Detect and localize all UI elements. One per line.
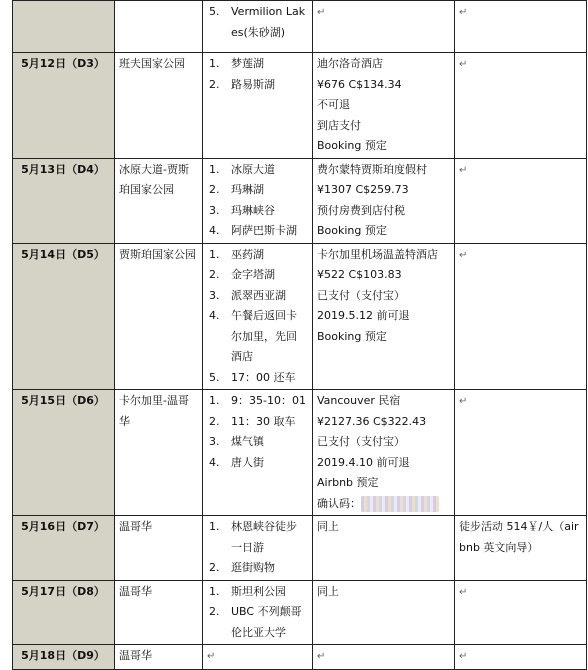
spots-list	[207, 54, 307, 95]
paragraph-mark: ↵	[317, 651, 326, 662]
date-cell	[13, 1, 115, 53]
hotel-line: Airbnb 预定	[317, 476, 379, 489]
spot-name: 午餐后返回卡尔加里，先回酒店	[231, 309, 297, 363]
place-cell: 温哥华	[115, 516, 203, 581]
spot-name: 林恩峡谷徒步一日游	[231, 520, 297, 554]
notes-cell	[455, 580, 587, 645]
spot-item	[207, 558, 307, 579]
spots-cell	[203, 158, 313, 243]
paragraph-mark: ↵	[459, 586, 468, 598]
table-row	[13, 580, 587, 645]
table-row	[13, 243, 587, 390]
spot-item	[207, 286, 307, 307]
spots-cell	[203, 243, 313, 390]
spots-list	[207, 160, 307, 242]
spot-number: 4.	[209, 309, 220, 322]
hotel-line: 预付房费到店付税	[317, 203, 405, 217]
date-cell: 5月15日（D6）	[13, 390, 115, 516]
table-row	[13, 1, 587, 53]
hotel-cell	[313, 645, 455, 670]
spot-item	[207, 517, 307, 558]
notes-cell	[455, 516, 587, 581]
spot-item	[207, 602, 307, 643]
spots-list	[207, 2, 307, 43]
hotel-line: Vancouver 民宿	[317, 394, 401, 407]
spot-item	[207, 245, 307, 266]
hotel-cell	[313, 580, 455, 645]
hotel-cell	[313, 53, 455, 159]
spot-item	[207, 432, 307, 453]
hotel-line: 已支付（支付宝）	[317, 288, 405, 302]
hotel-line: 费尔蒙特贾斯珀度假村	[317, 162, 427, 176]
spot-number: 4.	[209, 224, 220, 237]
spot-number: 1.	[209, 57, 220, 70]
spots-cell	[203, 645, 313, 670]
hotel-line: Booking 预定	[317, 139, 387, 152]
notes-cell	[455, 53, 587, 159]
notes-cell	[455, 390, 587, 516]
hotel-line: ¥676 C$134.34	[317, 77, 402, 91]
paragraph-mark: ↵	[459, 164, 468, 176]
spot-name: 梦莲湖	[231, 57, 264, 70]
hotel-line: 卡尔加里机场温盖特酒店	[317, 247, 438, 261]
hotel-cell	[313, 243, 455, 390]
hotel-cell	[313, 390, 455, 516]
spot-number: 2.	[209, 77, 220, 91]
place-cell: 卡尔加里-温哥华	[115, 390, 203, 516]
hotel-line: 迪尔洛奇酒店	[317, 57, 383, 70]
spot-number: 1.	[209, 394, 220, 407]
spot-number: 1.	[209, 584, 220, 598]
spot-number: 2.	[209, 561, 220, 574]
hotel-line: 同上	[317, 520, 339, 533]
hotel-cell	[313, 158, 455, 243]
spot-number: 1.	[209, 520, 220, 533]
spot-name: UBC 不列颠哥伦比亚大学	[231, 605, 302, 639]
spot-item	[207, 221, 307, 242]
spot-item	[207, 75, 307, 96]
table-row	[13, 158, 587, 243]
place-cell: 温哥华	[115, 645, 203, 670]
confirmation-code-label: 确认码：	[317, 496, 361, 510]
paragraph-mark: ↵	[207, 651, 216, 662]
itinerary-table	[12, 0, 587, 670]
spot-name: 阿萨巴斯卡湖	[231, 224, 297, 237]
spot-item	[207, 201, 307, 222]
spot-item	[207, 180, 307, 201]
place-cell: 贾斯珀国家公园	[115, 243, 203, 390]
spot-item	[207, 453, 307, 474]
hotel-cell	[313, 1, 455, 53]
spots-cell	[203, 580, 313, 645]
spot-number: 2.	[209, 183, 220, 196]
paragraph-mark: ↵	[459, 59, 468, 70]
place-cell: 班夫国家公园	[115, 53, 203, 159]
spot-name: 逛街购物	[231, 561, 275, 574]
spots-list	[207, 245, 307, 389]
date-cell: 5月16日（D7）	[13, 516, 115, 581]
spot-item	[207, 54, 307, 75]
spot-number: 5.	[209, 5, 220, 18]
spot-name: 冰原大道	[231, 162, 275, 176]
spot-name: 金字塔湖	[231, 268, 275, 281]
spot-number: 3.	[209, 435, 220, 448]
paragraph-mark: ↵	[459, 7, 468, 18]
notes-cell	[455, 243, 587, 390]
spots-list	[207, 517, 307, 579]
spot-item	[207, 265, 307, 286]
hotel-line: Booking 预定	[317, 329, 387, 343]
spots-list	[207, 582, 307, 644]
spot-number: 1.	[209, 162, 220, 176]
spot-name: 玛琳湖	[231, 183, 264, 196]
paragraph-mark: ↵	[459, 396, 468, 407]
date-cell: 5月13日（D4）	[13, 158, 115, 243]
spot-item	[207, 306, 307, 368]
spot-number: 1.	[209, 247, 220, 261]
spot-number: 2.	[209, 414, 220, 428]
hotel-line: 同上	[317, 584, 339, 598]
spot-number: 4.	[209, 455, 220, 469]
hotel-line: ¥2127.36 C$322.43	[317, 414, 427, 428]
place-cell	[115, 1, 203, 53]
spot-name: 路易斯湖	[231, 77, 275, 91]
date-cell: 5月12日（D3）	[13, 53, 115, 159]
spots-cell	[203, 53, 313, 159]
hotel-line: 已支付（支付宝）	[317, 435, 405, 448]
spots-cell	[203, 1, 313, 53]
spot-number: 5.	[209, 370, 220, 384]
spot-item	[207, 160, 307, 181]
hotel-line: Booking 预定	[317, 224, 387, 237]
spot-item	[207, 391, 307, 412]
spot-name: 11：30 取车	[231, 414, 296, 428]
spot-name: 17：00 还车	[231, 370, 296, 384]
redacted-code-image	[361, 496, 439, 512]
table-row	[13, 645, 587, 670]
spot-name: 9：35-10：01	[231, 394, 306, 407]
date-cell: 5月18日（D9）	[13, 645, 115, 670]
table-row	[13, 53, 587, 159]
spot-number: 2.	[209, 605, 220, 618]
confirmation-code-line	[317, 494, 449, 515]
notes-cell	[455, 1, 587, 53]
spot-name: 煤气镇	[231, 435, 264, 448]
notes-cell	[455, 645, 587, 670]
paragraph-mark: ↵	[317, 7, 326, 18]
spot-number: 3.	[209, 203, 220, 217]
spot-item	[207, 2, 307, 43]
hotel-line: 不可退	[317, 98, 350, 111]
spots-cell	[203, 390, 313, 516]
place-cell: 温哥华	[115, 580, 203, 645]
spot-name: 唐人街	[231, 455, 264, 469]
table-row	[13, 516, 587, 581]
table-row	[13, 390, 587, 516]
spots-list	[207, 391, 307, 473]
date-cell: 5月14日（D5）	[13, 243, 115, 390]
hotel-cell	[313, 516, 455, 581]
spot-item	[207, 368, 307, 389]
spot-item	[207, 582, 307, 603]
spot-number: 2.	[209, 268, 220, 281]
place-cell: 冰原大道-贾斯珀国家公园	[115, 158, 203, 243]
hotel-line: ¥522 C$103.83	[317, 268, 402, 281]
hotel-line: 2019.4.10 前可退	[317, 455, 410, 469]
notes-text: 徒步活动 514￥/人（airbnb 英文向导）	[459, 520, 579, 554]
spot-name: 玛琳峡谷	[231, 203, 275, 217]
spot-name: 派翠西亚湖	[231, 288, 286, 302]
paragraph-mark: ↵	[459, 651, 468, 662]
hotel-line: ¥1307 C$259.73	[317, 183, 409, 196]
hotel-line: 2019.5.12 前可退	[317, 309, 410, 322]
spot-name: 斯坦利公园	[231, 584, 286, 598]
notes-cell	[455, 158, 587, 243]
paragraph-mark: ↵	[459, 249, 468, 261]
spots-cell	[203, 516, 313, 581]
spot-item	[207, 412, 307, 433]
spot-number: 3.	[209, 288, 220, 302]
date-cell: 5月17日（D8）	[13, 580, 115, 645]
spot-name: 巫药湖	[231, 247, 264, 261]
spot-name: Vermilion Lakes(朱砂湖)	[231, 5, 306, 39]
hotel-line: 到店支付	[317, 118, 361, 132]
